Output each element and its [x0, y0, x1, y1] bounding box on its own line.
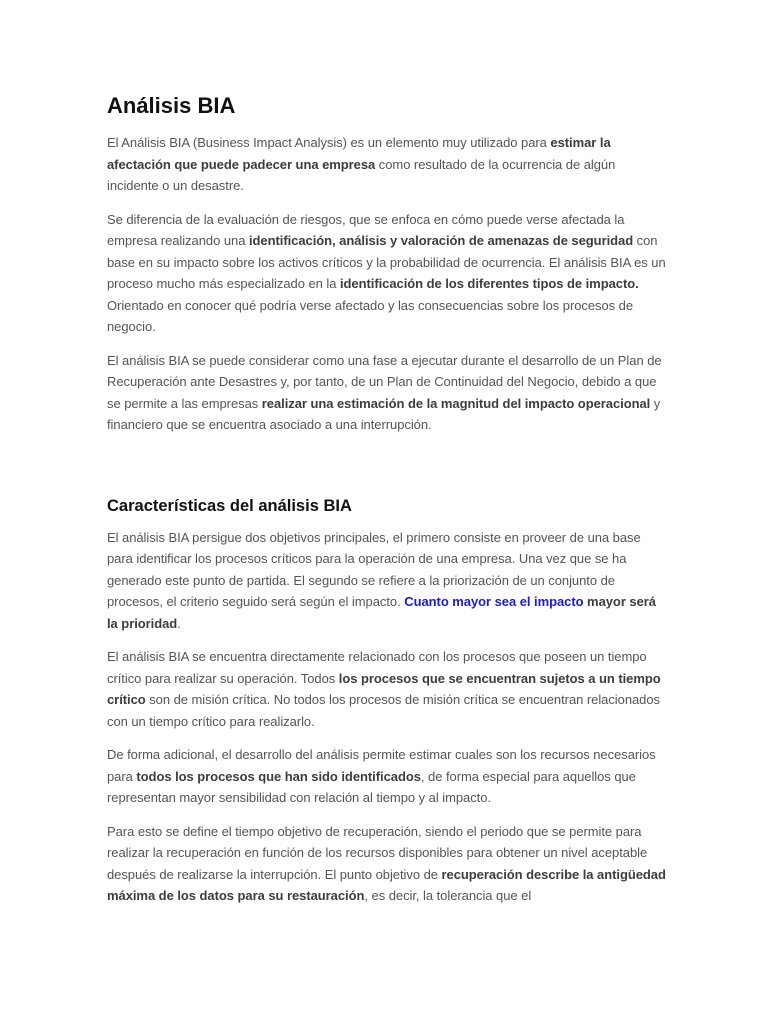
- page-title: Análisis BIA: [107, 93, 236, 118]
- bold-text: los procesos que se encuentran sujetos a un tiempo crítico: [107, 670, 661, 707]
- section-heading: Características del análisis BIA: [107, 496, 352, 515]
- intro-paragraph: [107, 132, 667, 197]
- text-run: El análisis BIA persigue dos objetivos principales, el primero consiste en proveer de una base para identificar los procesos críticos para la operación de una empresa. Una vez que se ha generado este punto de partida. El segundo se refiere a la priorización de un conjunto de procesos, el criterio seguido será según el impacto.: [107, 529, 641, 609]
- recovery-objective-paragraph: [107, 821, 667, 907]
- bold-text: estimar la afectación que puede padecer una empresa: [107, 135, 611, 172]
- text-run: El Análisis BIA (Business Impact Analysis) es un elemento muy utilizado para: [107, 135, 551, 150]
- critical-time-paragraph: [107, 646, 667, 732]
- text-run: El análisis BIA se puede considerar como una fase a ejecutar durante el desarrollo de un Plan de Recuperación ante Desastres y, por tanto, de un Plan de Continuidad del Negocio, debido a que se permite a las empresas: [107, 352, 662, 411]
- continuity-plan-paragraph: [107, 350, 667, 436]
- bold-text: realizar una estimación de la magnitud del impacto operacional: [261, 395, 651, 411]
- objectives-paragraph: [107, 527, 667, 635]
- text-run: De forma adicional, el desarrollo del análisis permite estimar cuales son los recursos necesarios para: [107, 747, 656, 784]
- text-run: , de forma especial para aquellos que representan mayor sensibilidad con relación al tiempo y al impacto.: [107, 768, 636, 805]
- text-run: Para esto se define el tiempo objetivo de recuperación, siendo el periodo que se permite para realizar la recuperación en función de los recursos disponibles para obtener un nivel aceptable después de realizarse la interrupción. El punto objetivo de: [107, 823, 648, 882]
- text-run: El análisis BIA se encuentra directamente relacionado con los procesos que poseen un tiempo crítico para realizar su operación. Todos: [107, 649, 647, 686]
- text-run: como resultado de la ocurrencia de algún incidente o un desastre.: [107, 156, 616, 193]
- risk-comparison-paragraph: [107, 209, 667, 338]
- bold-text: identificación, análisis y valoración de amenazas de seguridad: [248, 233, 634, 248]
- article-body: [107, 92, 667, 919]
- bold-text: recuperación describe la antigüedad máxima de los datos para su restauración: [107, 866, 666, 903]
- text-run: .: [177, 615, 181, 631]
- text-run: con base en su impacto sobre los activos críticos y la probabilidad de ocurrencia. El análisis BIA es un proceso mucho más especializado en la: [107, 233, 666, 291]
- text-run: Se diferencia de la evaluación de riesgos, que se enfoca en cómo puede verse afectada la empresa realizando una: [107, 211, 625, 248]
- text-run: y financiero que se encuentra asociado a una interrupción.: [107, 395, 661, 432]
- inline-link[interactable]: Cuanto mayor sea el impacto: [404, 594, 584, 609]
- bold-text: identificación de los diferentes tipos de impacto.: [339, 276, 639, 291]
- resources-paragraph: [107, 744, 667, 809]
- bold-text: todos los procesos que han sido identificados: [136, 768, 421, 784]
- bold-text: mayor será la prioridad: [107, 594, 656, 631]
- text-run: son de misión crítica. No todos los procesos de misión crítica se encuentran relacionados con un tiempo crítico para realizarlo.: [107, 692, 660, 729]
- text-run: Orientado en conocer qué podría verse afectado y las consecuencias sobre los procesos de negocio.: [107, 297, 634, 334]
- text-run: , es decir, la tolerancia que el: [364, 888, 532, 903]
